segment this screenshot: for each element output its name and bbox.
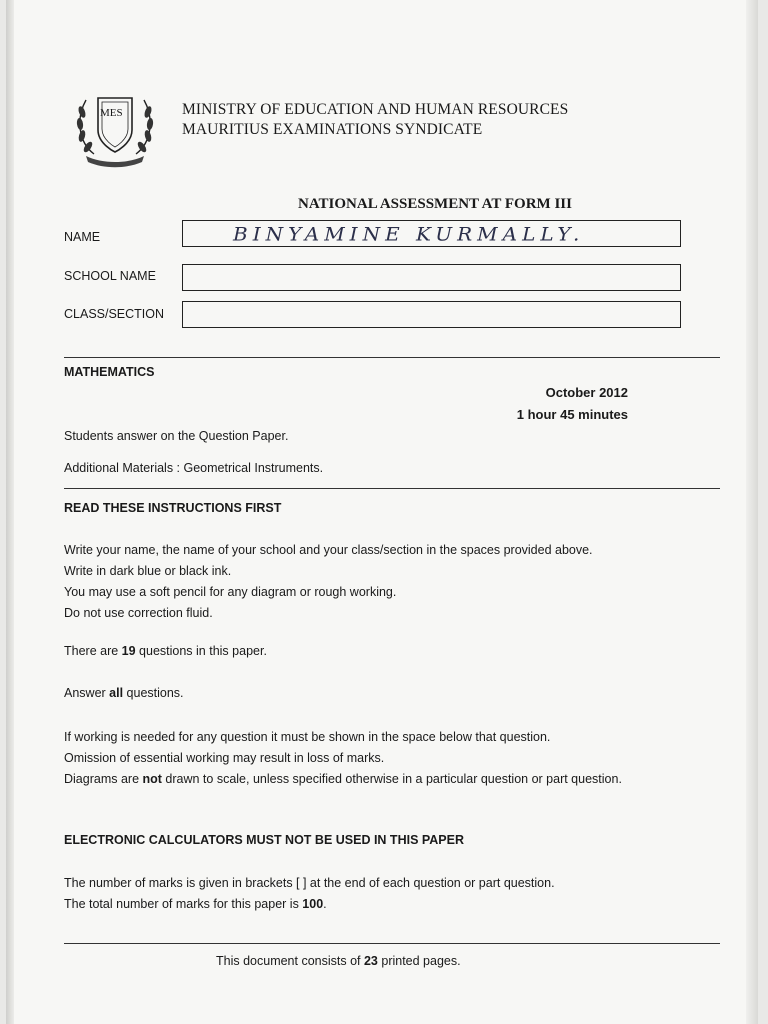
instruction-line: Write in dark blue or black ink. xyxy=(64,564,232,578)
text-fragment: printed pages. xyxy=(377,954,461,968)
syndicate-line: MAURITIUS EXAMINATIONS SYNDICATE xyxy=(182,121,483,138)
instruction-line: The number of marks is given in brackets [ ] at the end of each question or part question. xyxy=(64,876,555,890)
mes-crest-icon xyxy=(72,90,158,172)
exam-date: October 2012 xyxy=(545,385,628,400)
ministry-header xyxy=(182,100,568,140)
instruction-line: Write your name, the name of your school and your class/section in the spaces provided above. xyxy=(64,543,593,557)
answer-all-line xyxy=(64,683,184,704)
divider-3 xyxy=(64,943,720,944)
calculator-warning: ELECTRONIC CALCULATORS MUST NOT BE USED IN THIS PAPER xyxy=(64,833,465,847)
students-answer-note: Students answer on the Question Paper. xyxy=(64,429,289,443)
instruction-line: You may use a soft pencil for any diagram or rough working. xyxy=(64,585,397,599)
exam-duration: 1 hour 45 minutes xyxy=(516,407,628,422)
not-emphasis: not xyxy=(142,772,162,786)
name-handwritten-value: BINYAMINE KURMALLY. xyxy=(233,222,585,246)
divider-2 xyxy=(64,488,720,489)
page-count: 23 xyxy=(363,954,378,968)
page-count-footer xyxy=(216,951,461,972)
name-label: NAME xyxy=(64,230,101,244)
school-name-label: SCHOOL NAME xyxy=(64,269,156,283)
instruction-line: If working is needed for any question it must be shown in the space below that question. xyxy=(64,730,551,744)
scan-edge-left xyxy=(6,0,14,1024)
scan-edge-right xyxy=(746,0,758,1024)
text-fragment: questions. xyxy=(123,686,184,700)
total-marks: 100 xyxy=(302,897,324,911)
instruction-block-1 xyxy=(64,540,593,624)
total-marks-line xyxy=(64,894,555,915)
exam-title: NATIONAL ASSESSMENT AT FORM III xyxy=(298,196,572,212)
instruction-line: Omission of essential working may result in loss of marks. xyxy=(64,751,385,765)
text-fragment: questions in this paper. xyxy=(135,644,267,658)
instruction-line: Do not use correction fluid. xyxy=(64,606,213,620)
instructions-heading: READ THESE INSTRUCTIONS FIRST xyxy=(64,501,282,515)
text-fragment: Diagrams are xyxy=(64,772,143,786)
text-fragment: Answer xyxy=(64,686,110,700)
text-fragment: . xyxy=(323,897,327,911)
school-name-field[interactable] xyxy=(182,264,681,291)
divider-1 xyxy=(64,357,720,358)
subject-heading: MATHEMATICS xyxy=(64,365,155,379)
answer-all-emphasis: all xyxy=(109,686,124,700)
class-section-field[interactable] xyxy=(182,301,681,328)
text-fragment: This document consists of xyxy=(216,954,364,968)
additional-materials: Additional Materials : Geometrical Instruments. xyxy=(64,461,324,475)
diagrams-note xyxy=(64,769,650,790)
question-count-line xyxy=(64,641,267,662)
svg-text:~~~~~: ~~~~~ xyxy=(106,158,124,164)
question-count: 19 xyxy=(121,644,136,658)
ministry-line: MINISTRY OF EDUCATION AND HUMAN RESOURCES xyxy=(182,101,569,118)
crest-monogram: MES xyxy=(100,107,123,119)
text-fragment: There are xyxy=(64,644,122,658)
name-field[interactable] xyxy=(182,220,681,247)
class-section-label: CLASS/SECTION xyxy=(64,307,165,321)
marks-info xyxy=(64,873,555,915)
exam-cover-page xyxy=(6,0,758,1024)
working-instructions xyxy=(64,727,650,790)
text-fragment: The total number of marks for this paper is xyxy=(64,897,303,911)
text-fragment: drawn to scale, unless specified otherwise in a particular question or part question. xyxy=(161,772,622,786)
